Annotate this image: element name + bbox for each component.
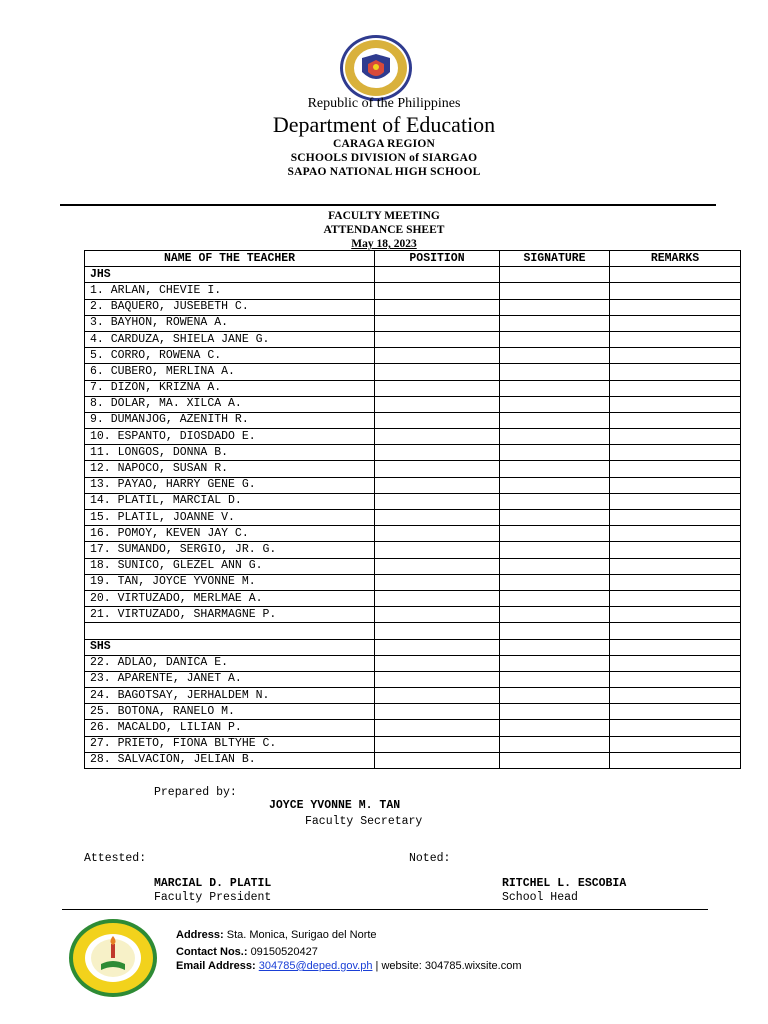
position-cell: [375, 477, 500, 493]
signature-cell: [500, 655, 610, 671]
attested-label: Attested:: [84, 852, 147, 865]
table-row: [85, 704, 741, 720]
remarks-cell: [610, 736, 741, 752]
signature-cell: [500, 315, 610, 331]
teacher-name-cell: 15. PLATIL, JOANNE V.: [85, 510, 375, 526]
position-cell: [375, 380, 500, 396]
remarks-cell: [610, 364, 741, 380]
remarks-cell: [610, 720, 741, 736]
signature-cell: [500, 720, 610, 736]
remarks-cell: [610, 429, 741, 445]
signature-cell: [500, 688, 610, 704]
remarks-cell: [610, 574, 741, 590]
signature-cell: [500, 445, 610, 461]
table-row: [85, 688, 741, 704]
remarks-cell: [610, 331, 741, 347]
signature-cell: [500, 299, 610, 315]
table-row: [85, 364, 741, 380]
signature-cell: [500, 493, 610, 509]
school-logo-icon: [68, 918, 158, 998]
position-cell: [375, 331, 500, 347]
remarks-cell: [610, 315, 741, 331]
table-group-row: [85, 267, 741, 283]
remarks-cell: [610, 445, 741, 461]
remarks-cell: [610, 396, 741, 412]
table-row: [85, 607, 741, 623]
teacher-name-cell: 2. BAQUERO, JUSEBETH C.: [85, 299, 375, 315]
table-row: [85, 477, 741, 493]
teacher-name-cell: 19. TAN, JOYCE YVONNE M.: [85, 574, 375, 590]
contact-line: [176, 946, 318, 958]
signature-cell: [500, 364, 610, 380]
table-row: [85, 429, 741, 445]
position-cell: [375, 639, 500, 655]
division-label: SCHOOLS DIVISION of SIARGAO: [290, 152, 478, 164]
position-cell: [375, 396, 500, 412]
signature-cell: [500, 526, 610, 542]
position-cell: [375, 493, 500, 509]
teacher-name-cell: 8. DOLAR, MA. XILCA A.: [85, 396, 375, 412]
position-cell: [375, 429, 500, 445]
position-cell: [375, 704, 500, 720]
teacher-name-cell: 11. LONGOS, DONNA B.: [85, 445, 375, 461]
teacher-name-cell: [85, 623, 375, 639]
remarks-cell: [610, 510, 741, 526]
table-row: [85, 299, 741, 315]
position-cell: [375, 510, 500, 526]
remarks-cell: [610, 380, 741, 396]
email-link[interactable]: 304785@deped.gov.ph: [258, 960, 373, 972]
region-label: CARAGA REGION: [333, 138, 435, 150]
address-line: [176, 929, 377, 941]
column-header: NAME OF THE TEACHER: [85, 251, 375, 267]
teacher-name-cell: 5. CORRO, ROWENA C.: [85, 348, 375, 364]
signature-cell: [500, 752, 610, 768]
table-row: [85, 348, 741, 364]
remarks-cell: [610, 671, 741, 687]
meeting-title: FACULTY MEETING: [328, 210, 440, 222]
attendance-table: [84, 250, 741, 769]
teacher-name-cell: 25. BOTONA, RANELO M.: [85, 704, 375, 720]
position-cell: [375, 412, 500, 428]
table-row: [85, 510, 741, 526]
table-row: [85, 671, 741, 687]
signature-cell: [500, 590, 610, 606]
teacher-name-cell: 20. VIRTUZADO, MERLMAE A.: [85, 590, 375, 606]
teacher-name-cell: 24. BAGOTSAY, JERHALDEM N.: [85, 688, 375, 704]
position-cell: [375, 607, 500, 623]
table-row: [85, 542, 741, 558]
position-cell: [375, 526, 500, 542]
website-value: 304785.wixsite.com: [424, 960, 522, 972]
noted-name: RITCHEL L. ESCOBIA: [502, 877, 627, 890]
department-title: Department of Education: [272, 112, 496, 137]
email-line: [176, 960, 521, 972]
address-value: Sta. Monica, Surigao del Norte: [226, 929, 377, 941]
signature-cell: [500, 283, 610, 299]
group-label: SHS: [85, 639, 375, 655]
signature-cell: [500, 412, 610, 428]
table-row: [85, 283, 741, 299]
noted-title: School Head: [502, 891, 578, 904]
table-row: [85, 574, 741, 590]
table-row: [85, 736, 741, 752]
remarks-cell: [610, 623, 741, 639]
table-header-row: [85, 251, 741, 267]
position-cell: [375, 688, 500, 704]
remarks-cell: [610, 639, 741, 655]
signature-cell: [500, 396, 610, 412]
signature-cell: [500, 704, 610, 720]
remarks-cell: [610, 493, 741, 509]
table-row: [85, 558, 741, 574]
position-cell: [375, 655, 500, 671]
teacher-name-cell: 4. CARDUZA, SHIELA JANE G.: [85, 331, 375, 347]
remarks-cell: [610, 542, 741, 558]
remarks-cell: [610, 299, 741, 315]
remarks-cell: [610, 607, 741, 623]
position-cell: [375, 315, 500, 331]
contact-value: 09150520427: [250, 946, 318, 958]
signature-cell: [500, 736, 610, 752]
remarks-cell: [610, 267, 741, 283]
prepared-by-label: Prepared by:: [154, 786, 237, 799]
signature-cell: [500, 607, 610, 623]
remarks-cell: [610, 688, 741, 704]
column-header: SIGNATURE: [500, 251, 610, 267]
signature-cell: [500, 331, 610, 347]
table-row: [85, 493, 741, 509]
remarks-cell: [610, 461, 741, 477]
column-header: POSITION: [375, 251, 500, 267]
email-label: Email Address:: [176, 960, 256, 972]
noted-label: Noted:: [409, 852, 451, 865]
signature-cell: [500, 574, 610, 590]
table-row: [85, 655, 741, 671]
position-cell: [375, 283, 500, 299]
sheet-title: ATTENDANCE SHEET: [323, 224, 445, 236]
signature-cell: [500, 348, 610, 364]
teacher-name-cell: 23. APARENTE, JANET A.: [85, 671, 375, 687]
table-row: [85, 412, 741, 428]
signature-cell: [500, 671, 610, 687]
teacher-name-cell: 26. MACALDO, LILIAN P.: [85, 720, 375, 736]
table-row: [85, 396, 741, 412]
table-row: [85, 752, 741, 768]
position-cell: [375, 752, 500, 768]
position-cell: [375, 461, 500, 477]
contact-label: Contact Nos.:: [176, 946, 248, 958]
attested-name: MARCIAL D. PLATIL: [154, 877, 272, 890]
position-cell: [375, 267, 500, 283]
table-row: [85, 461, 741, 477]
position-cell: [375, 736, 500, 752]
attested-title: Faculty President: [154, 891, 272, 904]
teacher-name-cell: 1. ARLAN, CHEVIE I.: [85, 283, 375, 299]
footer-divider: [62, 909, 708, 910]
teacher-name-cell: 3. BAYHON, ROWENA A.: [85, 315, 375, 331]
table-row: [85, 380, 741, 396]
signature-cell: [500, 558, 610, 574]
prepared-by-title: Faculty Secretary: [305, 815, 423, 828]
table-row: [85, 315, 741, 331]
remarks-cell: [610, 704, 741, 720]
remarks-cell: [610, 590, 741, 606]
position-cell: [375, 720, 500, 736]
teacher-name-cell: 17. SUMANDO, SERGIO, JR. G.: [85, 542, 375, 558]
teacher-name-cell: 10. ESPANTO, DIOSDADO E.: [85, 429, 375, 445]
header-divider: [60, 204, 716, 206]
position-cell: [375, 542, 500, 558]
teacher-name-cell: 14. PLATIL, MARCIAL D.: [85, 493, 375, 509]
remarks-cell: [610, 412, 741, 428]
remarks-cell: [610, 655, 741, 671]
remarks-cell: [610, 752, 741, 768]
signature-cell: [500, 429, 610, 445]
teacher-name-cell: 16. POMOY, KEVEN JAY C.: [85, 526, 375, 542]
table-row: [85, 590, 741, 606]
teacher-name-cell: 12. NAPOCO, SUSAN R.: [85, 461, 375, 477]
teacher-name-cell: 13. PAYAO, HARRY GENE G.: [85, 477, 375, 493]
signature-cell: [500, 461, 610, 477]
position-cell: [375, 445, 500, 461]
table-row-blank: [85, 623, 741, 639]
remarks-cell: [610, 477, 741, 493]
table-row: [85, 331, 741, 347]
republic-label: Republic of the Philippines: [307, 96, 461, 111]
position-cell: [375, 348, 500, 364]
position-cell: [375, 299, 500, 315]
table-row: [85, 720, 741, 736]
prepared-by-name: JOYCE YVONNE M. TAN: [269, 799, 401, 812]
teacher-name-cell: 9. DUMANJOG, AZENITH R.: [85, 412, 375, 428]
address-label: Address:: [176, 929, 224, 941]
teacher-name-cell: 18. SUNICO, GLEZEL ANN G.: [85, 558, 375, 574]
remarks-cell: [610, 526, 741, 542]
position-cell: [375, 590, 500, 606]
signature-cell: [500, 639, 610, 655]
remarks-cell: [610, 558, 741, 574]
signature-cell: [500, 267, 610, 283]
teacher-name-cell: 6. CUBERO, MERLINA A.: [85, 364, 375, 380]
position-cell: [375, 574, 500, 590]
position-cell: [375, 558, 500, 574]
remarks-cell: [610, 283, 741, 299]
table-group-row: [85, 639, 741, 655]
table-row: [85, 445, 741, 461]
teacher-name-cell: 21. VIRTUZADO, SHARMAGNE P.: [85, 607, 375, 623]
signature-cell: [500, 380, 610, 396]
teacher-name-cell: 22. ADLAO, DANICA E.: [85, 655, 375, 671]
position-cell: [375, 671, 500, 687]
signature-cell: [500, 623, 610, 639]
position-cell: [375, 623, 500, 639]
group-label: JHS: [85, 267, 375, 283]
website-separator: | website:: [372, 960, 425, 972]
teacher-name-cell: 28. SALVACION, JELIAN B.: [85, 752, 375, 768]
column-header: REMARKS: [610, 251, 741, 267]
teacher-name-cell: 7. DIZON, KRIZNA A.: [85, 380, 375, 396]
remarks-cell: [610, 348, 741, 364]
signature-cell: [500, 542, 610, 558]
table-row: [85, 526, 741, 542]
signature-cell: [500, 510, 610, 526]
signature-cell: [500, 477, 610, 493]
position-cell: [375, 364, 500, 380]
school-label: SAPAO NATIONAL HIGH SCHOOL: [287, 166, 481, 178]
meeting-date: May 18, 2023: [351, 238, 417, 250]
teacher-name-cell: 27. PRIETO, FIONA BLTYHE C.: [85, 736, 375, 752]
deped-seal-icon: [338, 34, 414, 102]
